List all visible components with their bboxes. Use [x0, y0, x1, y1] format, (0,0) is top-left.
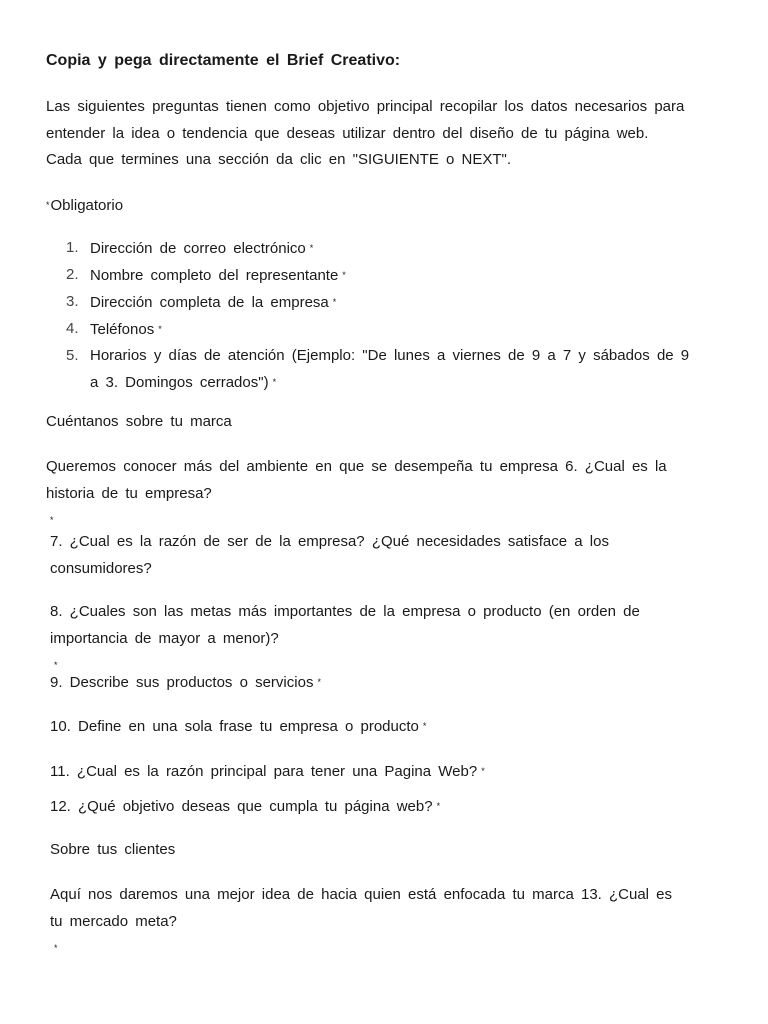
- required-asterisk: *: [54, 943, 58, 953]
- question-8: [50, 599, 740, 679]
- list-item-text: Dirección de correo electrónico: [90, 240, 306, 257]
- list-item: [66, 289, 726, 316]
- required-asterisk: *: [342, 270, 346, 280]
- required-fields-list: [66, 235, 726, 396]
- required-asterisk: *: [317, 677, 321, 687]
- list-number: 2.: [66, 266, 79, 283]
- question-6-line-1: Queremos conocer más del ambiente en que se desempeña tu empresa 6. ¿Cual es la: [46, 458, 667, 475]
- list-item-text: Teléfonos: [90, 321, 155, 338]
- question-9-text: 9. Describe sus productos o servicios: [50, 674, 314, 691]
- question-13: [50, 882, 740, 962]
- question-12-text: 12. ¿Qué objetivo deseas que cumpla tu página web?: [50, 798, 433, 815]
- page-title: Copia y pega directamente el Brief Creativo:: [46, 52, 401, 69]
- required-note: [46, 192, 123, 220]
- question-8-line-1: 8. ¿Cuales son las metas más importantes de la empresa o producto (en orden de: [50, 603, 640, 620]
- intro-line-2: entender la idea o tendencia que deseas utilizar dentro del diseño de tu página web.: [46, 124, 649, 142]
- list-item: [66, 262, 726, 289]
- required-asterisk: *: [272, 377, 277, 387]
- question-8-line-2: importancia de mayor a menor)?: [50, 629, 279, 647]
- question-9: [50, 669, 321, 697]
- section-heading-brand: Cuéntanos sobre tu marca: [46, 413, 232, 430]
- list-number: 5.: [66, 347, 79, 364]
- list-item-text-line-2: a 3. Domingos cerrados"): [90, 374, 269, 391]
- question-7-line-2: consumidores?: [50, 559, 152, 577]
- question-13-line-1: Aquí nos daremos una mejor idea de hacia quien está enfocada tu marca 13. ¿Cual es: [50, 886, 673, 903]
- intro-line-1: Las siguientes preguntas tienen como objetivo principal recopilar los datos necesarios para: [46, 98, 685, 115]
- required-asterisk: *: [309, 243, 314, 253]
- question-10: [50, 713, 426, 741]
- question-13-line-2: tu mercado meta?: [50, 912, 177, 930]
- required-asterisk: *: [54, 660, 58, 670]
- list-item-text: Dirección completa de la empresa: [90, 294, 329, 311]
- required-asterisk: *: [50, 515, 54, 525]
- required-asterisk: *: [436, 801, 441, 811]
- required-asterisk: *: [46, 200, 50, 210]
- question-7: [50, 529, 740, 582]
- required-asterisk: *: [481, 766, 485, 776]
- list-item: [66, 343, 726, 396]
- list-item: [66, 235, 726, 262]
- required-asterisk: *: [422, 721, 427, 731]
- question-7-line-1: 7. ¿Cual es la razón de ser de la empresa? ¿Qué necesidades satisface a los: [50, 533, 609, 550]
- list-item: [66, 316, 726, 343]
- required-note-label: Obligatorio: [50, 197, 124, 214]
- intro-line-3: Cada que termines una sección da clic en "SIGUIENTE o NEXT".: [46, 151, 512, 168]
- question-12: [50, 793, 440, 821]
- intro-paragraph: [46, 94, 736, 174]
- question-6-line-2: historia de tu empresa?: [46, 484, 212, 502]
- section-heading-clients: Sobre tus clientes: [50, 841, 176, 858]
- question-6: [46, 454, 736, 534]
- question-11: [50, 758, 485, 786]
- list-item-text: Nombre completo del representante: [90, 267, 339, 284]
- question-11-text: 11. ¿Cual es la razón principal para tener una Pagina Web?: [50, 763, 478, 780]
- list-number: 1.: [66, 239, 79, 256]
- required-asterisk: *: [332, 297, 337, 307]
- list-number: 3.: [66, 293, 79, 310]
- required-asterisk: *: [158, 324, 162, 334]
- question-10-text: 10. Define en una sola frase tu empresa o producto: [50, 718, 419, 735]
- list-item-text-line-1: Horarios y días de atención (Ejemplo: "De lunes a viernes de 9 a 7 y sábados de 9: [90, 347, 690, 364]
- list-number: 4.: [66, 320, 79, 337]
